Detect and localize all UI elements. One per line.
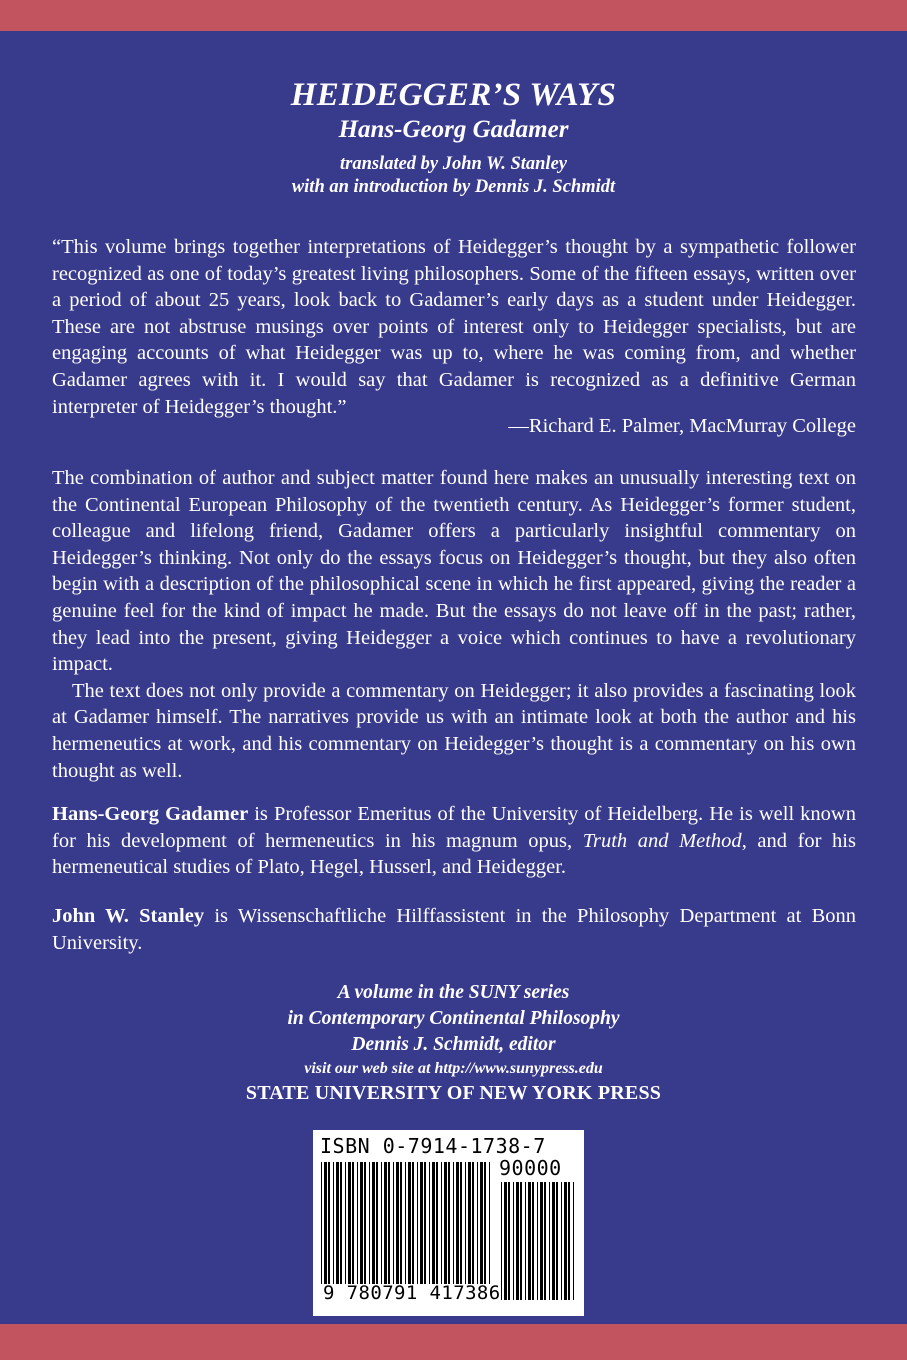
barcode [313,1130,584,1316]
series-line-1: A volume in the SUNY series [337,982,570,1003]
series-line-3: Dennis J. Schmidt, editor [351,1034,556,1055]
barcode-bar [520,1182,522,1300]
barcode-bar [532,1182,534,1300]
bottom-border [0,1324,907,1360]
introduction-credit: with an introduction by Dennis J. Schmidt [291,177,616,197]
barcode-bar [528,1182,531,1300]
barcode-bar [456,1162,459,1284]
barcode-bar [453,1162,454,1284]
back-cover [0,31,907,1324]
barcode-bar [420,1162,423,1284]
barcode-bar [388,1162,390,1284]
barcode-bar [340,1162,342,1284]
top-border [0,0,907,31]
barcode-bar [384,1162,387,1284]
author-bio-book: Truth and Method [582,829,742,852]
barcode-bar [441,1162,442,1284]
barcode-bar [508,1182,510,1300]
barcode-bar [501,1182,502,1300]
barcode-bar [424,1162,426,1284]
barcode-bar [540,1182,543,1300]
barcode-bar [333,1162,334,1284]
barcode-bar [417,1162,418,1284]
author-bio-text-2: , and for his hermeneutical studies of Plato, Hegel, Husserl, and Heidegger. [52,829,856,879]
series-line-2: in Contemporary Continental Philosophy [287,1008,620,1029]
barcode-bar [352,1162,354,1284]
barcode-bar [568,1182,570,1300]
barcode-bar [336,1162,339,1284]
barcode-bar [345,1162,346,1284]
barcode-bar [480,1162,483,1284]
endorsement-quote: “This volume brings together interpretations of Heidegger’s thought by a sympathetic follower recognized as one of today’s greatest living philosophers. Some of the fifteen essays, written over a period of about 25 years, look back to Gadamer’s early days as a student under Heidegger. These are not abstruse musings over points of interest only to Heidegger specialists, but are engaging accounts of what Heidegger was up to, where he was coming from, and whether Gadamer agrees with it. I would say that Gadamer is recognized as a definitive German interpreter of Heidegger’s thought.” [52,236,856,418]
barcode-bar [525,1182,526,1300]
translator-bio [52,903,856,956]
author-bio-name: Hans-Georg Gadamer [52,803,249,825]
barcode-bar [357,1162,358,1284]
barcode-bar [448,1162,450,1284]
barcode-bar [400,1162,402,1284]
barcode-bar [537,1182,538,1300]
barcode-bar [396,1162,399,1284]
barcode-bar [432,1162,435,1284]
translator-credit: translated by John W. Stanley [339,154,567,174]
book-title: HEIDEGGER’S WAYS [290,77,617,113]
barcode-bar [552,1182,555,1300]
publisher-name: STATE UNIVERSITY OF NEW YORK PRESS [245,1082,662,1104]
barcode-bar [484,1162,486,1284]
barcode-bar [429,1162,430,1284]
barcode-bar [369,1162,370,1284]
barcode-bar [573,1182,574,1300]
description-paragraph-2: The text does not only provide a commentary on Heidegger; it also provides a fascinating look at Gadamer himself. The narratives provide us with an intimate look at both the author and his hermeneutics at work, and his commentary on Heidegger’s thought is a commentary on his own thought as well. [52,679,856,782]
isbn-number: ISBN 0-7914-1738-7 [320,1134,546,1158]
translator-bio-name: John W. Stanley [52,905,205,927]
barcode-bar [477,1162,478,1284]
barcode-bar [460,1162,462,1284]
series-info [0,980,907,1080]
barcode-bar [408,1162,411,1284]
barcode-bar [328,1162,330,1284]
barcode-bar [348,1162,351,1284]
barcode-bar [564,1182,567,1300]
barcode-bar [513,1182,514,1300]
barcode-bar [444,1162,447,1284]
publisher-website: visit our web site at http://www.sunypress.edu [304,1060,603,1077]
barcode-bar [465,1162,466,1284]
barcode-bar [405,1162,406,1284]
barcode-bar [544,1182,546,1300]
barcode-bar [321,1162,322,1284]
barcode-bar [376,1162,378,1284]
price-code: 90000 [499,1156,562,1180]
barcode-bar [561,1182,562,1300]
endorsement-attribution: —Richard E. Palmer, MacMurray College [508,415,856,437]
barcode-bar [364,1162,366,1284]
barcode-bar [468,1162,471,1284]
barcode-bar [472,1162,474,1284]
author-bio [52,801,856,881]
barcode-bar [516,1182,519,1300]
barcode-bar [556,1182,558,1300]
barcode-bar [324,1162,327,1284]
author-bio-text-1: is Professor Emeritus of the University of Heidelberg. He is well known for his development of hermeneutics in his magnum opus, [52,803,856,852]
translator-bio-text: is Wissenschaftliche Hilffassistent in the Philosophy Department at Bonn University. [52,905,856,954]
description-paragraph-1: The combination of author and subject matter found here makes an unusually interesting text on the Continental European Philosophy of the twentieth century. As Heidegger’s former student, colleague and lifelong friend, Gadamer offers a particularly insightful commentary on Heidegger’s thinking. Not only do the essays focus on Heidegger’s thought, but they also often begin with a description of the philosophical scene in which he first appeared, giving the reader a genuine feel for the kind of impact he made. But the essays do not leave off in the past; rather, they lead into the present, giving Heidegger a voice which continues to have a revolutionary impact. [52,467,856,676]
book-description [52,465,856,784]
barcode-bar [504,1182,507,1300]
barcode-bar [412,1162,414,1284]
barcode-bar [393,1162,394,1284]
book-author: Hans-Georg Gadamer [338,116,569,143]
ean-number: 9 780791 417386 [323,1282,501,1304]
barcode-bar [360,1162,363,1284]
barcode-bar [489,1162,490,1284]
barcode-bar [549,1182,550,1300]
barcode-bar [436,1162,438,1284]
barcode-bar [372,1162,375,1284]
barcode-bar [381,1162,382,1284]
